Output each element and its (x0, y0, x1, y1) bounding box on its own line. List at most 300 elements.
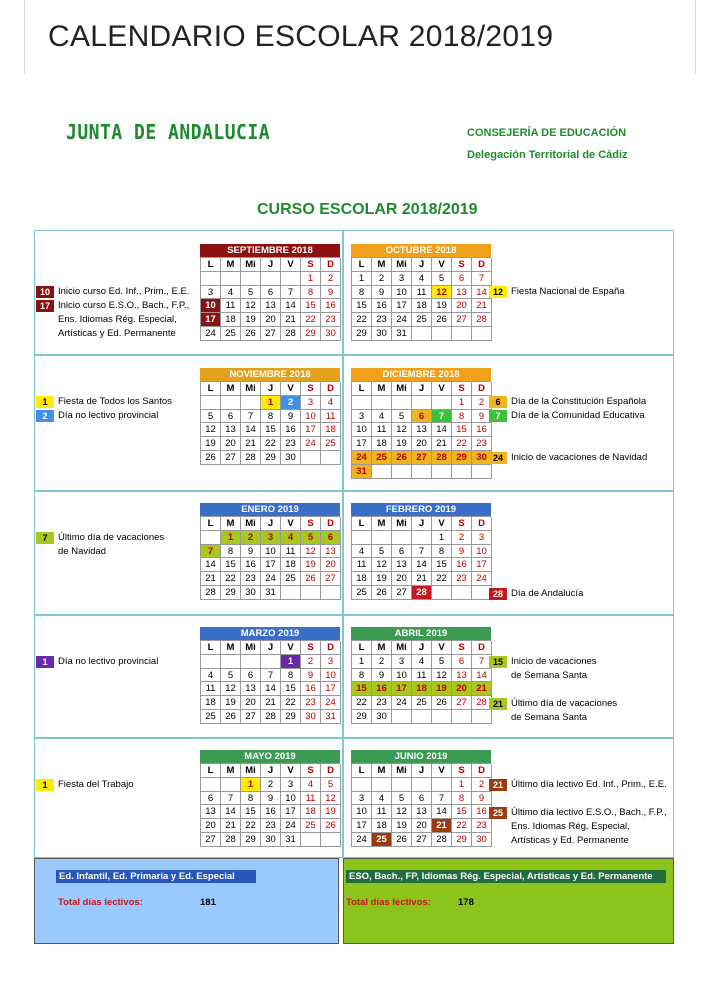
day-cell: 9 (241, 545, 261, 559)
day-cell: 16 (372, 299, 392, 313)
day-cell: 3 (352, 410, 372, 424)
day-cell: 27 (201, 833, 221, 847)
legend-badge: 17 (36, 300, 54, 312)
day-cell: 11 (281, 545, 301, 559)
day-cell: 18 (221, 313, 241, 327)
day-cell: 6 (241, 669, 261, 683)
weekday-header: Mi (392, 258, 412, 272)
day-cell: 27 (321, 572, 341, 586)
day-cell: 13 (321, 545, 341, 559)
day-cell: 31 (392, 327, 412, 341)
day-cell: 2 (472, 778, 492, 792)
empty-cell (241, 655, 261, 669)
day-cell: 6 (261, 286, 281, 300)
legend-entry (36, 531, 164, 559)
day-cell: 27 (221, 451, 241, 465)
day-cell: 24 (281, 819, 301, 833)
day-cell: 5 (321, 778, 341, 792)
day-cell: 8 (221, 545, 241, 559)
day-cell: 21 (412, 572, 432, 586)
month-title: DICIEMBRE 2018 (351, 368, 491, 381)
month-grid (200, 640, 340, 724)
legend-text: Fiesta de Todos los Santos (58, 396, 172, 407)
day-cell: 8 (281, 669, 301, 683)
day-cell: 19 (241, 313, 261, 327)
weekday-header: J (261, 258, 281, 272)
day-cell: 10 (261, 545, 281, 559)
day-cell: 27 (261, 327, 281, 341)
day-cell: 19 (221, 696, 241, 710)
day-cell: 1 (352, 272, 372, 286)
day-cell: 15 (241, 805, 261, 819)
day-cell: 6 (321, 531, 341, 545)
weekday-header: J (412, 641, 432, 655)
weekday-header: S (301, 517, 321, 531)
weekday-header: D (472, 382, 492, 396)
legend-entry (36, 395, 172, 409)
day-cell: 28 (221, 833, 241, 847)
empty-cell (201, 396, 221, 410)
weekday-header: J (412, 517, 432, 531)
weekday-header: V (432, 258, 452, 272)
day-cell: 29 (452, 451, 472, 465)
day-cell: 6 (412, 792, 432, 806)
legend-text: Inicio curso Ed. Inf., Prim., E.E. (58, 286, 190, 297)
legend-entry (489, 451, 647, 465)
month-title: OCTUBRE 2018 (351, 244, 491, 257)
empty-cell (301, 833, 321, 847)
day-cell: 14 (201, 558, 221, 572)
day-cell: 12 (301, 545, 321, 559)
empty-cell (432, 778, 452, 792)
legend-text: Inicio de vacaciones de Semana Santa (511, 656, 597, 681)
day-cell: 14 (472, 669, 492, 683)
weekday-header: S (301, 764, 321, 778)
day-cell: 7 (201, 545, 221, 559)
empty-cell (221, 655, 241, 669)
day-cell: 17 (201, 313, 221, 327)
day-cell: 21 (281, 313, 301, 327)
day-cell: 21 (432, 437, 452, 451)
day-cell: 17 (472, 558, 492, 572)
day-cell: 22 (221, 572, 241, 586)
day-cell: 19 (392, 437, 412, 451)
weekday-header: J (412, 382, 432, 396)
legend-text: Día no lectivo provincial (58, 656, 159, 667)
day-cell: 8 (301, 286, 321, 300)
day-cell: 20 (452, 682, 472, 696)
day-cell: 12 (432, 669, 452, 683)
day-cell: 23 (261, 819, 281, 833)
day-cell: 13 (452, 286, 472, 300)
empty-cell (201, 272, 221, 286)
day-cell: 27 (452, 313, 472, 327)
day-cell: 6 (201, 792, 221, 806)
day-cell: 6 (452, 655, 472, 669)
day-cell: 20 (452, 299, 472, 313)
junta-logo: JUNTA DE ANDALUCIA (66, 120, 271, 145)
day-cell: 26 (301, 572, 321, 586)
legend-badge: 7 (489, 410, 507, 422)
day-cell: 4 (372, 410, 392, 424)
day-cell: 23 (281, 437, 301, 451)
day-cell: 3 (261, 531, 281, 545)
legend-entry (36, 299, 189, 341)
day-cell: 20 (201, 819, 221, 833)
day-cell: 22 (452, 437, 472, 451)
day-cell: 7 (472, 655, 492, 669)
day-cell: 25 (221, 327, 241, 341)
day-cell: 15 (352, 682, 372, 696)
day-cell: 18 (372, 437, 392, 451)
day-cell: 7 (241, 410, 261, 424)
empty-cell (221, 396, 241, 410)
day-cell: 17 (301, 423, 321, 437)
legend-text: Fiesta del Trabajo (58, 779, 134, 790)
weekday-header: M (221, 382, 241, 396)
day-cell: 15 (452, 423, 472, 437)
row-divider (34, 737, 674, 739)
day-cell: 7 (432, 792, 452, 806)
day-cell: 4 (352, 545, 372, 559)
day-cell: 15 (432, 558, 452, 572)
day-cell: 22 (281, 696, 301, 710)
day-cell: 12 (432, 286, 452, 300)
weekday-header: Mi (241, 641, 261, 655)
day-cell: 5 (301, 531, 321, 545)
month-grid (351, 516, 491, 600)
weekday-header: M (372, 517, 392, 531)
weekday-header: V (281, 382, 301, 396)
day-cell: 7 (432, 410, 452, 424)
day-cell: 18 (352, 572, 372, 586)
day-cell: 25 (372, 833, 392, 847)
day-cell: 10 (472, 545, 492, 559)
weekday-header: D (321, 382, 341, 396)
empty-cell (372, 396, 392, 410)
day-cell: 10 (392, 669, 412, 683)
legend-badge: 24 (489, 452, 507, 464)
day-cell: 16 (281, 423, 301, 437)
weekday-header: S (452, 764, 472, 778)
day-cell: 23 (472, 819, 492, 833)
day-cell: 19 (301, 558, 321, 572)
totals-left-label: Ed. Infantil, Ed. Primaria y Ed. Especial (56, 870, 256, 883)
weekday-header: S (301, 258, 321, 272)
day-cell: 16 (301, 682, 321, 696)
empty-cell (301, 451, 321, 465)
day-cell: 5 (432, 655, 452, 669)
weekday-header: V (281, 517, 301, 531)
weekday-header: L (352, 382, 372, 396)
day-cell: 12 (221, 682, 241, 696)
header-divider-right (695, 0, 696, 74)
day-cell: 9 (452, 545, 472, 559)
page-header (0, 0, 720, 76)
day-cell: 1 (301, 272, 321, 286)
day-cell: 10 (321, 669, 341, 683)
day-cell: 11 (201, 682, 221, 696)
day-cell: 21 (221, 819, 241, 833)
day-cell: 13 (452, 669, 472, 683)
day-cell: 13 (392, 558, 412, 572)
day-cell: 22 (452, 819, 472, 833)
day-cell: 24 (321, 696, 341, 710)
day-cell: 9 (281, 410, 301, 424)
weekday-header: L (352, 258, 372, 272)
day-cell: 22 (241, 819, 261, 833)
weekday-header: L (352, 641, 372, 655)
day-cell: 2 (281, 396, 301, 410)
weekday-header: S (301, 382, 321, 396)
weekday-header: M (372, 258, 392, 272)
day-cell: 10 (352, 423, 372, 437)
day-cell: 5 (221, 669, 241, 683)
day-cell: 16 (472, 423, 492, 437)
weekday-header: L (201, 517, 221, 531)
legend-entry (489, 395, 646, 409)
empty-cell (321, 451, 341, 465)
day-cell: 16 (241, 558, 261, 572)
empty-cell (432, 586, 452, 600)
day-cell: 25 (201, 710, 221, 724)
empty-cell (392, 710, 412, 724)
day-cell: 5 (392, 410, 412, 424)
month-title: FEBRERO 2019 (351, 503, 491, 516)
day-cell: 25 (372, 451, 392, 465)
day-cell: 20 (412, 437, 432, 451)
legend-entry (489, 587, 583, 601)
day-cell: 11 (352, 558, 372, 572)
day-cell: 1 (281, 655, 301, 669)
day-cell: 10 (392, 286, 412, 300)
month-grid (200, 516, 340, 600)
weekday-header: V (281, 764, 301, 778)
weekday-header: J (412, 258, 432, 272)
month-calendar (351, 244, 491, 341)
day-cell: 28 (241, 451, 261, 465)
day-cell: 2 (372, 655, 392, 669)
legend-badge: 21 (489, 779, 507, 791)
day-cell: 1 (452, 396, 472, 410)
empty-cell (301, 586, 321, 600)
day-cell: 2 (241, 531, 261, 545)
weekday-header: V (281, 641, 301, 655)
day-cell: 20 (261, 313, 281, 327)
day-cell: 9 (472, 410, 492, 424)
legend-text: Inicio curso E.S.O., Bach., F.P., Ens. Idiomas Rég. Especial, Artísticas y Ed. Permanente (58, 300, 190, 339)
legend-text: Inicio de vacaciones de Navidad (511, 452, 648, 463)
weekday-header: V (432, 764, 452, 778)
weekday-header: Mi (241, 764, 261, 778)
empty-cell (221, 272, 241, 286)
day-cell: 22 (301, 313, 321, 327)
day-cell: 4 (301, 778, 321, 792)
month-grid (351, 381, 491, 479)
day-cell: 18 (321, 423, 341, 437)
empty-cell (352, 531, 372, 545)
weekday-header: Mi (392, 764, 412, 778)
day-cell: 8 (241, 792, 261, 806)
legend-badge: 2 (36, 410, 54, 422)
empty-cell (452, 586, 472, 600)
day-cell: 23 (472, 437, 492, 451)
day-cell: 25 (412, 313, 432, 327)
weekday-header: S (452, 382, 472, 396)
legend-badge: 1 (36, 396, 54, 408)
day-cell: 2 (472, 396, 492, 410)
empty-cell (352, 778, 372, 792)
day-cell: 21 (201, 572, 221, 586)
day-cell: 30 (472, 451, 492, 465)
day-cell: 26 (241, 327, 261, 341)
legend-text: Último día de vacaciones de Semana Santa (511, 698, 618, 723)
legend-entry (489, 806, 667, 848)
day-cell: 29 (352, 710, 372, 724)
weekday-header: Mi (392, 382, 412, 396)
day-cell: 11 (412, 286, 432, 300)
day-cell: 15 (352, 299, 372, 313)
consejeria-label: CONSEJERÍA DE EDUCACIÓN (467, 127, 627, 139)
day-cell: 15 (281, 682, 301, 696)
weekday-header: D (321, 258, 341, 272)
weekday-header: D (472, 258, 492, 272)
curso-title: CURSO ESCOLAR 2018/2019 (257, 201, 478, 218)
day-cell: 26 (432, 696, 452, 710)
weekday-header: J (261, 382, 281, 396)
day-cell: 5 (241, 286, 261, 300)
day-cell: 26 (221, 710, 241, 724)
day-cell: 11 (372, 423, 392, 437)
day-cell: 27 (412, 451, 432, 465)
empty-cell (452, 327, 472, 341)
day-cell: 12 (392, 423, 412, 437)
day-cell: 25 (301, 819, 321, 833)
day-cell: 10 (281, 792, 301, 806)
day-cell: 4 (412, 655, 432, 669)
weekday-header: Mi (241, 258, 261, 272)
legend-text: Día de Andalucía (511, 588, 584, 599)
day-cell: 1 (241, 778, 261, 792)
day-cell: 7 (281, 286, 301, 300)
weekday-header: M (221, 764, 241, 778)
day-cell: 27 (452, 696, 472, 710)
day-cell: 21 (472, 299, 492, 313)
day-cell: 9 (472, 792, 492, 806)
legend-entry (36, 655, 158, 669)
day-cell: 24 (352, 833, 372, 847)
empty-cell (372, 465, 392, 479)
day-cell: 11 (372, 805, 392, 819)
day-cell: 3 (392, 272, 412, 286)
empty-cell (412, 778, 432, 792)
day-cell: 5 (201, 410, 221, 424)
day-cell: 7 (472, 272, 492, 286)
empty-cell (412, 396, 432, 410)
weekday-header: M (372, 764, 392, 778)
weekday-header: J (261, 764, 281, 778)
day-cell: 13 (201, 805, 221, 819)
legend-text: Último día de vacaciones de Navidad (58, 532, 165, 557)
legend-entry (489, 285, 625, 299)
day-cell: 9 (372, 286, 392, 300)
day-cell: 16 (372, 682, 392, 696)
weekday-header: S (452, 517, 472, 531)
weekday-header: J (412, 764, 432, 778)
day-cell: 17 (392, 299, 412, 313)
month-grid (200, 257, 340, 341)
day-cell: 29 (452, 833, 472, 847)
day-cell: 18 (201, 696, 221, 710)
weekday-header: D (321, 517, 341, 531)
day-cell: 12 (321, 792, 341, 806)
day-cell: 4 (412, 272, 432, 286)
empty-cell (412, 531, 432, 545)
legend-entry (36, 285, 189, 299)
empty-cell (261, 655, 281, 669)
day-cell: 8 (452, 410, 472, 424)
day-cell: 9 (301, 669, 321, 683)
legend-entry (489, 409, 645, 423)
day-cell: 11 (412, 669, 432, 683)
month-title: JUNIO 2019 (351, 750, 491, 763)
day-cell: 3 (201, 286, 221, 300)
day-cell: 18 (372, 819, 392, 833)
day-cell: 23 (372, 696, 392, 710)
weekday-header: J (261, 517, 281, 531)
day-cell: 22 (261, 437, 281, 451)
legend-entry (36, 409, 158, 423)
legend-entry (489, 655, 597, 683)
weekday-header: S (301, 641, 321, 655)
day-cell: 26 (432, 313, 452, 327)
day-cell: 26 (392, 451, 412, 465)
row-divider (34, 614, 674, 616)
empty-cell (392, 531, 412, 545)
day-cell: 14 (472, 286, 492, 300)
delegacion-label: Delegación Territorial de Cádiz (467, 149, 628, 161)
day-cell: 28 (281, 327, 301, 341)
month-calendar (200, 244, 340, 341)
legend-entry (489, 778, 667, 792)
day-cell: 10 (352, 805, 372, 819)
day-cell: 29 (221, 586, 241, 600)
day-cell: 3 (352, 792, 372, 806)
empty-cell (221, 778, 241, 792)
day-cell: 6 (412, 410, 432, 424)
day-cell: 19 (392, 819, 412, 833)
day-cell: 13 (261, 299, 281, 313)
day-cell: 7 (412, 545, 432, 559)
day-cell: 9 (321, 286, 341, 300)
day-cell: 23 (372, 313, 392, 327)
day-cell: 16 (452, 558, 472, 572)
empty-cell (352, 396, 372, 410)
weekday-header: D (472, 641, 492, 655)
total-dias-value-left: 181 (200, 897, 216, 908)
empty-cell (392, 778, 412, 792)
weekday-header: D (472, 764, 492, 778)
empty-cell (432, 396, 452, 410)
empty-cell (472, 327, 492, 341)
day-cell: 1 (452, 778, 472, 792)
day-cell: 30 (261, 833, 281, 847)
day-cell: 12 (392, 805, 412, 819)
day-cell: 2 (321, 272, 341, 286)
month-title: ENERO 2019 (200, 503, 340, 516)
day-cell: 5 (432, 272, 452, 286)
month-grid (200, 763, 340, 847)
